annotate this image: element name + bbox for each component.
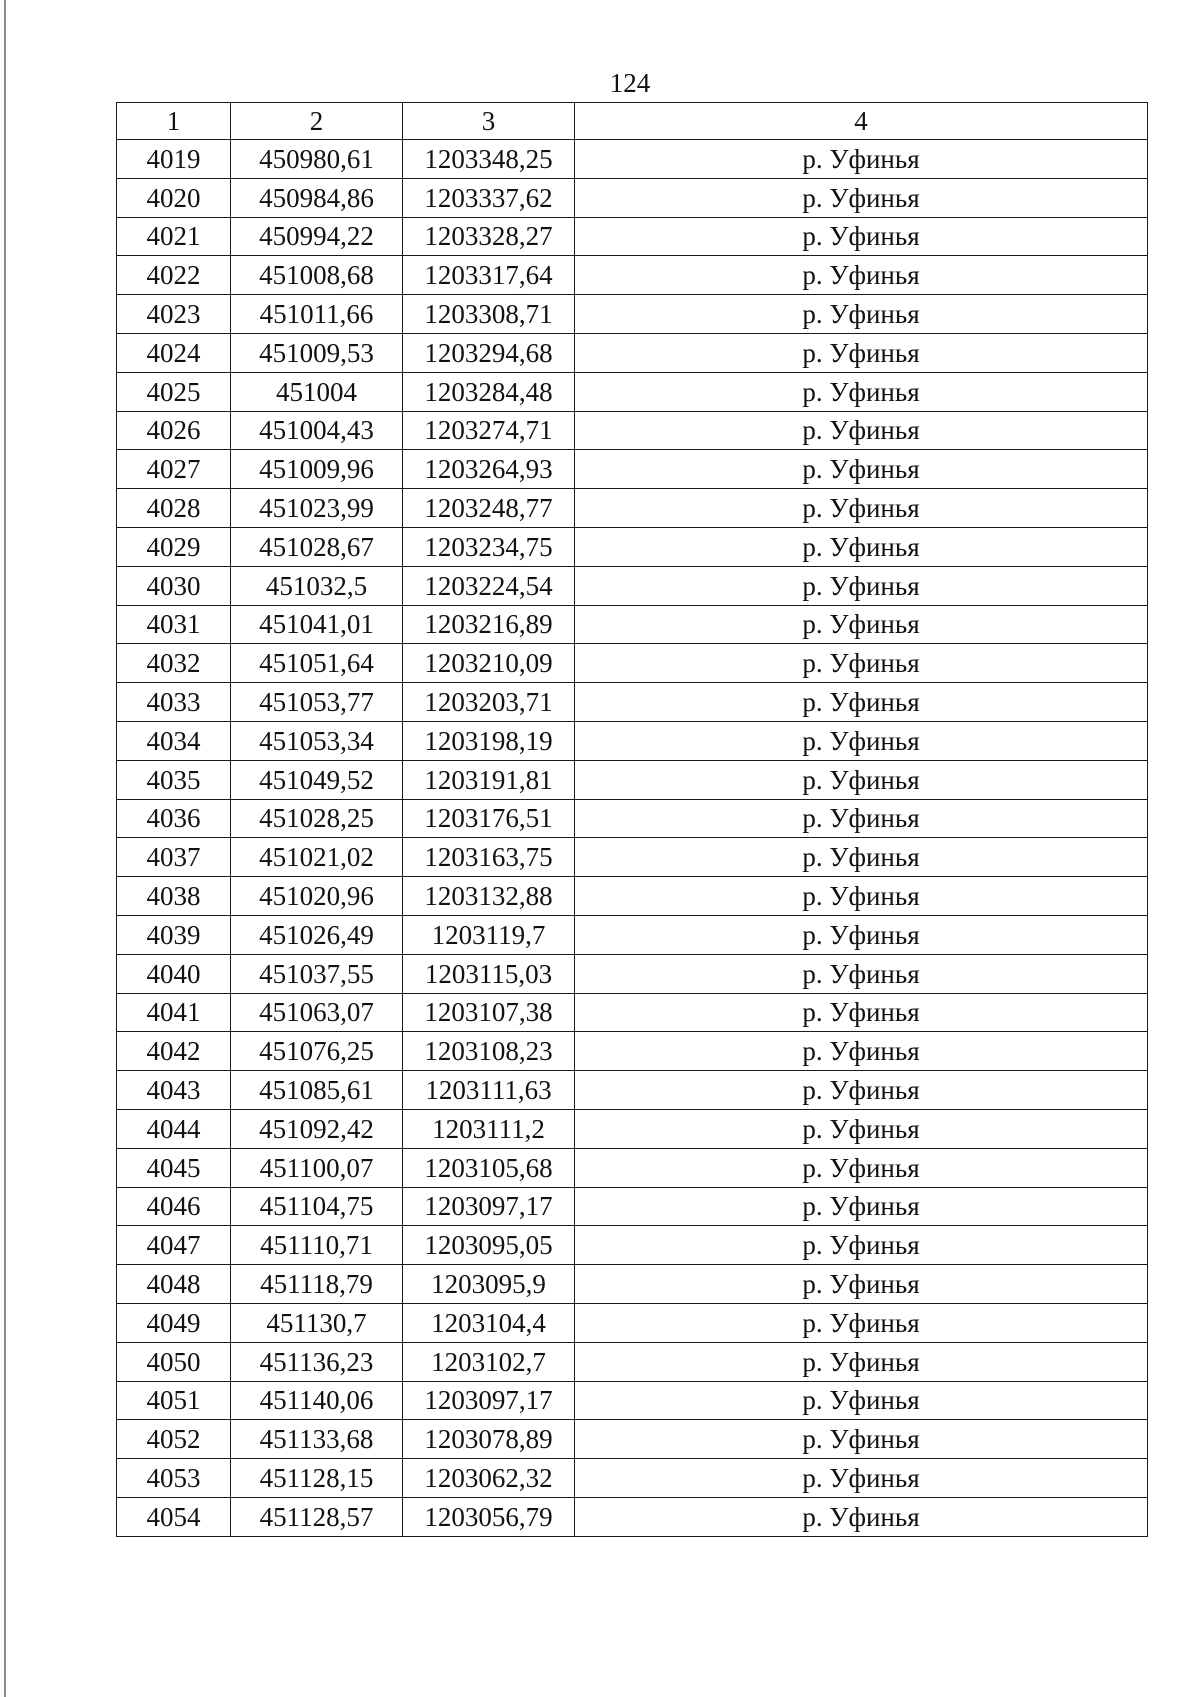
description-cell: р. Уфинья xyxy=(575,256,1148,295)
table-row xyxy=(117,1342,1148,1381)
table-row xyxy=(117,1459,1148,1498)
coord-y-cell: 1203294,68 xyxy=(403,333,575,372)
table-row xyxy=(117,993,1148,1032)
coord-y-cell: 1203216,89 xyxy=(403,605,575,644)
table-row xyxy=(117,1303,1148,1342)
description-cell: р. Уфинья xyxy=(575,1187,1148,1226)
point-number-cell: 4022 xyxy=(117,256,231,295)
point-number-cell: 4039 xyxy=(117,915,231,954)
table-row xyxy=(117,915,1148,954)
description-cell: р. Уфинья xyxy=(575,1226,1148,1265)
coord-x-cell: 451028,67 xyxy=(231,527,403,566)
coord-y-cell: 1203203,71 xyxy=(403,683,575,722)
point-number-cell: 4020 xyxy=(117,178,231,217)
coord-y-cell: 1203224,54 xyxy=(403,566,575,605)
point-number-cell: 4054 xyxy=(117,1497,231,1536)
point-number-cell: 4045 xyxy=(117,1148,231,1187)
header-cell-2: 2 xyxy=(231,103,403,140)
coord-x-cell: 451128,57 xyxy=(231,1497,403,1536)
description-cell: р. Уфинья xyxy=(575,1420,1148,1459)
coord-x-cell: 451008,68 xyxy=(231,256,403,295)
description-cell: р. Уфинья xyxy=(575,1497,1148,1536)
table-row xyxy=(117,644,1148,683)
header-cell-1: 1 xyxy=(117,103,231,140)
coord-x-cell: 451009,96 xyxy=(231,450,403,489)
coord-y-cell: 1203108,23 xyxy=(403,1032,575,1071)
point-number-cell: 4040 xyxy=(117,954,231,993)
table-row xyxy=(117,838,1148,877)
table-row xyxy=(117,527,1148,566)
table-body xyxy=(117,140,1148,1537)
coord-y-cell: 1203317,64 xyxy=(403,256,575,295)
point-number-cell: 4043 xyxy=(117,1071,231,1110)
point-number-cell: 4053 xyxy=(117,1459,231,1498)
page-number: 124 xyxy=(609,68,651,98)
point-number-cell: 4031 xyxy=(117,605,231,644)
description-cell: р. Уфинья xyxy=(575,1303,1148,1342)
table-row xyxy=(117,1226,1148,1265)
table-row xyxy=(117,178,1148,217)
point-number-cell: 4021 xyxy=(117,217,231,256)
table-row xyxy=(117,799,1148,838)
coord-y-cell: 1203095,9 xyxy=(403,1265,575,1304)
coord-x-cell: 451041,01 xyxy=(231,605,403,644)
point-number-cell: 4019 xyxy=(117,140,231,179)
description-cell: р. Уфинья xyxy=(575,178,1148,217)
coord-x-cell: 451032,5 xyxy=(231,566,403,605)
header-row xyxy=(117,103,1148,140)
coord-y-cell: 1203198,19 xyxy=(403,721,575,760)
point-number-cell: 4035 xyxy=(117,760,231,799)
coord-x-cell: 451100,07 xyxy=(231,1148,403,1187)
description-cell: р. Уфинья xyxy=(575,993,1148,1032)
coord-y-cell: 1203107,38 xyxy=(403,993,575,1032)
table-row xyxy=(117,1032,1148,1071)
description-cell: р. Уфинья xyxy=(575,333,1148,372)
table-row xyxy=(117,411,1148,450)
point-number-cell: 4023 xyxy=(117,295,231,334)
coord-y-cell: 1203210,09 xyxy=(403,644,575,683)
point-number-cell: 4027 xyxy=(117,450,231,489)
point-number-cell: 4036 xyxy=(117,799,231,838)
coord-x-cell: 451004,43 xyxy=(231,411,403,450)
description-cell: р. Уфинья xyxy=(575,760,1148,799)
coord-x-cell: 451009,53 xyxy=(231,333,403,372)
table-row xyxy=(117,954,1148,993)
description-cell: р. Уфинья xyxy=(575,605,1148,644)
coord-x-cell: 451049,52 xyxy=(231,760,403,799)
table-row xyxy=(117,1265,1148,1304)
description-cell: р. Уфинья xyxy=(575,877,1148,916)
coord-x-cell: 451026,49 xyxy=(231,915,403,954)
coord-y-cell: 1203097,17 xyxy=(403,1381,575,1420)
description-cell: р. Уфинья xyxy=(575,372,1148,411)
coord-y-cell: 1203102,7 xyxy=(403,1342,575,1381)
table-row xyxy=(117,295,1148,334)
coord-x-cell: 451020,96 xyxy=(231,877,403,916)
table-row xyxy=(117,605,1148,644)
coord-x-cell: 451028,25 xyxy=(231,799,403,838)
coord-y-cell: 1203095,05 xyxy=(403,1226,575,1265)
table-row xyxy=(117,489,1148,528)
coord-x-cell: 451104,75 xyxy=(231,1187,403,1226)
description-cell: р. Уфинья xyxy=(575,1342,1148,1381)
coord-x-cell: 451128,15 xyxy=(231,1459,403,1498)
coord-x-cell: 450984,86 xyxy=(231,178,403,217)
coord-y-cell: 1203248,77 xyxy=(403,489,575,528)
table-row xyxy=(117,140,1148,179)
table-row xyxy=(117,566,1148,605)
description-cell: р. Уфинья xyxy=(575,489,1148,528)
coord-y-cell: 1203105,68 xyxy=(403,1148,575,1187)
description-cell: р. Уфинья xyxy=(575,411,1148,450)
point-number-cell: 4050 xyxy=(117,1342,231,1381)
description-cell: р. Уфинья xyxy=(575,683,1148,722)
coord-y-cell: 1203308,71 xyxy=(403,295,575,334)
table-row xyxy=(117,256,1148,295)
coord-x-cell: 450994,22 xyxy=(231,217,403,256)
description-cell: р. Уфинья xyxy=(575,1265,1148,1304)
coord-y-cell: 1203119,7 xyxy=(403,915,575,954)
coord-y-cell: 1203062,32 xyxy=(403,1459,575,1498)
coord-y-cell: 1203104,4 xyxy=(403,1303,575,1342)
coord-x-cell: 451136,23 xyxy=(231,1342,403,1381)
point-number-cell: 4038 xyxy=(117,877,231,916)
table-row xyxy=(117,1187,1148,1226)
coord-x-cell: 451076,25 xyxy=(231,1032,403,1071)
table-row xyxy=(117,877,1148,916)
point-number-cell: 4032 xyxy=(117,644,231,683)
coord-x-cell: 451140,06 xyxy=(231,1381,403,1420)
point-number-cell: 4029 xyxy=(117,527,231,566)
coord-y-cell: 1203191,81 xyxy=(403,760,575,799)
coord-y-cell: 1203111,63 xyxy=(403,1071,575,1110)
coord-y-cell: 1203132,88 xyxy=(403,877,575,916)
coord-y-cell: 1203234,75 xyxy=(403,527,575,566)
coord-x-cell: 451092,42 xyxy=(231,1109,403,1148)
description-cell: р. Уфинья xyxy=(575,527,1148,566)
coord-y-cell: 1203115,03 xyxy=(403,954,575,993)
point-number-cell: 4051 xyxy=(117,1381,231,1420)
table-row xyxy=(117,683,1148,722)
coord-y-cell: 1203284,48 xyxy=(403,372,575,411)
coord-x-cell: 451011,66 xyxy=(231,295,403,334)
coord-x-cell: 451085,61 xyxy=(231,1071,403,1110)
header-cell-4: 4 xyxy=(575,103,1148,140)
table-row xyxy=(117,1071,1148,1110)
description-cell: р. Уфинья xyxy=(575,217,1148,256)
point-number-cell: 4042 xyxy=(117,1032,231,1071)
table-row xyxy=(117,721,1148,760)
description-cell: р. Уфинья xyxy=(575,799,1148,838)
coord-x-cell: 451053,77 xyxy=(231,683,403,722)
coord-y-cell: 1203274,71 xyxy=(403,411,575,450)
point-number-cell: 4052 xyxy=(117,1420,231,1459)
coordinates-table xyxy=(116,102,1148,1537)
point-number-cell: 4033 xyxy=(117,683,231,722)
coord-x-cell: 451037,55 xyxy=(231,954,403,993)
description-cell: р. Уфинья xyxy=(575,1032,1148,1071)
coord-y-cell: 1203163,75 xyxy=(403,838,575,877)
coord-x-cell: 451021,02 xyxy=(231,838,403,877)
point-number-cell: 4048 xyxy=(117,1265,231,1304)
coord-x-cell: 451133,68 xyxy=(231,1420,403,1459)
point-number-cell: 4046 xyxy=(117,1187,231,1226)
description-cell: р. Уфинья xyxy=(575,140,1148,179)
description-cell: р. Уфинья xyxy=(575,450,1148,489)
coord-x-cell: 451130,7 xyxy=(231,1303,403,1342)
coord-y-cell: 1203111,2 xyxy=(403,1109,575,1148)
coord-y-cell: 1203337,62 xyxy=(403,178,575,217)
table-header xyxy=(117,103,1148,140)
point-number-cell: 4049 xyxy=(117,1303,231,1342)
description-cell: р. Уфинья xyxy=(575,721,1148,760)
point-number-cell: 4034 xyxy=(117,721,231,760)
coord-y-cell: 1203056,79 xyxy=(403,1497,575,1536)
description-cell: р. Уфинья xyxy=(575,1148,1148,1187)
coord-x-cell: 450980,61 xyxy=(231,140,403,179)
point-number-cell: 4037 xyxy=(117,838,231,877)
table-row xyxy=(117,450,1148,489)
table-row xyxy=(117,372,1148,411)
coord-y-cell: 1203097,17 xyxy=(403,1187,575,1226)
coord-x-cell: 451023,99 xyxy=(231,489,403,528)
point-number-cell: 4047 xyxy=(117,1226,231,1265)
coord-y-cell: 1203078,89 xyxy=(403,1420,575,1459)
description-cell: р. Уфинья xyxy=(575,295,1148,334)
table-row xyxy=(117,1420,1148,1459)
coord-y-cell: 1203328,27 xyxy=(403,217,575,256)
coord-y-cell: 1203176,51 xyxy=(403,799,575,838)
coord-x-cell: 451004 xyxy=(231,372,403,411)
coord-y-cell: 1203264,93 xyxy=(403,450,575,489)
table-row xyxy=(117,333,1148,372)
point-number-cell: 4025 xyxy=(117,372,231,411)
point-number-cell: 4030 xyxy=(117,566,231,605)
description-cell: р. Уфинья xyxy=(575,1071,1148,1110)
point-number-cell: 4044 xyxy=(117,1109,231,1148)
coord-x-cell: 451118,79 xyxy=(231,1265,403,1304)
point-number-cell: 4028 xyxy=(117,489,231,528)
point-number-cell: 4024 xyxy=(117,333,231,372)
description-cell: р. Уфинья xyxy=(575,1109,1148,1148)
table-row xyxy=(117,1497,1148,1536)
description-cell: р. Уфинья xyxy=(575,1381,1148,1420)
description-cell: р. Уфинья xyxy=(575,915,1148,954)
description-cell: р. Уфинья xyxy=(575,566,1148,605)
description-cell: р. Уфинья xyxy=(575,838,1148,877)
description-cell: р. Уфинья xyxy=(575,1459,1148,1498)
table-row xyxy=(117,1381,1148,1420)
description-cell: р. Уфинья xyxy=(575,954,1148,993)
header-cell-3: 3 xyxy=(403,103,575,140)
table-row xyxy=(117,1109,1148,1148)
coord-x-cell: 451110,71 xyxy=(231,1226,403,1265)
coord-x-cell: 451063,07 xyxy=(231,993,403,1032)
point-number-cell: 4026 xyxy=(117,411,231,450)
table-row xyxy=(117,760,1148,799)
table-row xyxy=(117,217,1148,256)
scan-left-edge xyxy=(4,0,6,1697)
coord-x-cell: 451051,64 xyxy=(231,644,403,683)
coord-x-cell: 451053,34 xyxy=(231,721,403,760)
coord-y-cell: 1203348,25 xyxy=(403,140,575,179)
point-number-cell: 4041 xyxy=(117,993,231,1032)
description-cell: р. Уфинья xyxy=(575,644,1148,683)
table-row xyxy=(117,1148,1148,1187)
